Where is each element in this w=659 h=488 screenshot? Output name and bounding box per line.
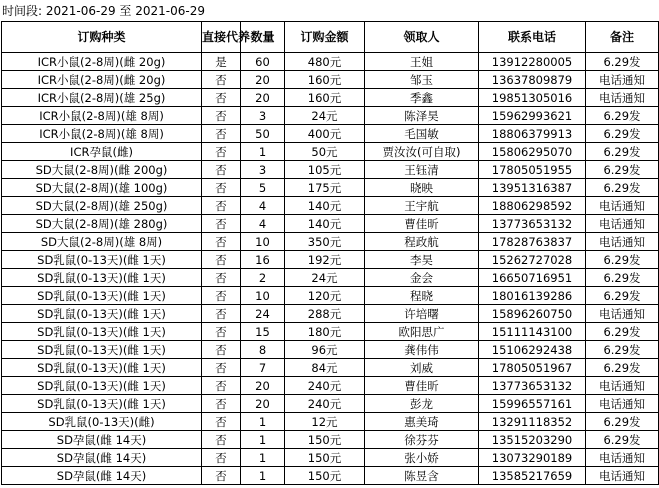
cell-item: SD孕鼠(雌 14天) <box>2 449 202 467</box>
cell-phone: 17805051955 <box>479 161 586 179</box>
cell-note: 电话通知 <box>586 215 659 233</box>
cell-quantity: 3 <box>241 107 285 125</box>
table-row <box>2 323 659 341</box>
cell-item: SD大鼠(2-8周)(雄 100g) <box>2 179 202 197</box>
cell-recipient: 王宇航 <box>365 197 479 215</box>
cell-phone: 13291118352 <box>479 413 586 431</box>
table-row <box>2 251 659 269</box>
cell-amount: 96元 <box>285 341 365 359</box>
cell-recipient: 许培曙 <box>365 305 479 323</box>
table-row <box>2 89 659 107</box>
cell-amount: 400元 <box>285 125 365 143</box>
cell-quantity: 10 <box>241 287 285 305</box>
cell-item: SD乳鼠(0-13天)(雌 1天) <box>2 395 202 413</box>
cell-amount: 84元 <box>285 359 365 377</box>
cell-amount: 140元 <box>285 197 365 215</box>
cell-item: SD乳鼠(0-13天)(雌 1天) <box>2 251 202 269</box>
column-header-amount: 订购金额 <box>285 22 365 53</box>
table-row <box>2 305 659 323</box>
cell-amount: 288元 <box>285 305 365 323</box>
cell-note: 电话通知 <box>586 449 659 467</box>
cell-recipient: 程晓 <box>365 287 479 305</box>
cell-recipient: 邹玉 <box>365 71 479 89</box>
cell-quantity: 1 <box>241 449 285 467</box>
cell-item: SD乳鼠(0-13天)(雌 1天) <box>2 359 202 377</box>
cell-direct: 否 <box>202 413 241 431</box>
cell-phone: 15962993621 <box>479 107 586 125</box>
cell-direct: 否 <box>202 251 241 269</box>
cell-recipient: 王钰清 <box>365 161 479 179</box>
cell-phone: 15111143100 <box>479 323 586 341</box>
cell-item: SD大鼠(2-8周)(雄 250g) <box>2 197 202 215</box>
cell-amount: 240元 <box>285 395 365 413</box>
cell-amount: 120元 <box>285 287 365 305</box>
cell-direct: 否 <box>202 215 241 233</box>
cell-direct: 是 <box>202 53 241 71</box>
cell-direct: 否 <box>202 269 241 287</box>
cell-amount: 150元 <box>285 467 365 485</box>
cell-direct: 否 <box>202 197 241 215</box>
table-row <box>2 395 659 413</box>
cell-note: 6.29发 <box>586 287 659 305</box>
cell-amount: 180元 <box>285 323 365 341</box>
cell-phone: 15106292438 <box>479 341 586 359</box>
cell-note: 电话通知 <box>586 467 659 485</box>
cell-note: 6.29发 <box>586 359 659 377</box>
cell-amount: 350元 <box>285 233 365 251</box>
table-row <box>2 143 659 161</box>
cell-item: SD大鼠(2-8周)(雄 8周) <box>2 233 202 251</box>
cell-amount: 240元 <box>285 377 365 395</box>
cell-phone: 15262727028 <box>479 251 586 269</box>
cell-note: 6.29发 <box>586 341 659 359</box>
column-header-direct: 直接代养 <box>202 22 241 53</box>
cell-recipient: 惠美琦 <box>365 413 479 431</box>
table-row <box>2 197 659 215</box>
cell-note: 电话通知 <box>586 89 659 107</box>
cell-direct: 否 <box>202 467 241 485</box>
column-header-note: 备注 <box>586 22 659 53</box>
cell-phone: 13637809879 <box>479 71 586 89</box>
date-range-label: 时间段: 2021-06-29 至 2021-06-29 <box>2 4 205 18</box>
cell-phone: 18806379913 <box>479 125 586 143</box>
cell-amount: 160元 <box>285 89 365 107</box>
cell-recipient: 金会 <box>365 269 479 287</box>
cell-note: 6.29发 <box>586 323 659 341</box>
cell-phone: 13951316387 <box>479 179 586 197</box>
cell-item: SD乳鼠(0-13天)(雌 1天) <box>2 269 202 287</box>
cell-direct: 否 <box>202 179 241 197</box>
cell-note: 6.29发 <box>586 431 659 449</box>
cell-note: 电话通知 <box>586 197 659 215</box>
cell-note: 6.29发 <box>586 161 659 179</box>
cell-direct: 否 <box>202 377 241 395</box>
cell-phone: 15806295070 <box>479 143 586 161</box>
cell-note: 电话通知 <box>586 377 659 395</box>
cell-note: 电话通知 <box>586 233 659 251</box>
cell-amount: 150元 <box>285 431 365 449</box>
cell-quantity: 20 <box>241 71 285 89</box>
cell-phone: 13912280005 <box>479 53 586 71</box>
table-row <box>2 215 659 233</box>
cell-quantity: 10 <box>241 233 285 251</box>
cell-phone: 15996557161 <box>479 395 586 413</box>
cell-amount: 105元 <box>285 161 365 179</box>
cell-direct: 否 <box>202 287 241 305</box>
cell-recipient: 晓映 <box>365 179 479 197</box>
cell-recipient: 李昊 <box>365 251 479 269</box>
cell-item: SD孕鼠(雌 14天) <box>2 431 202 449</box>
cell-quantity: 5 <box>241 179 285 197</box>
cell-phone: 13073290189 <box>479 449 586 467</box>
cell-phone: 18016139286 <box>479 287 586 305</box>
cell-quantity: 3 <box>241 161 285 179</box>
cell-note: 电话通知 <box>586 71 659 89</box>
cell-amount: 140元 <box>285 215 365 233</box>
column-header-recipient: 领取人 <box>365 22 479 53</box>
cell-phone: 13515203290 <box>479 431 586 449</box>
cell-item: SD乳鼠(0-13天)(雌 1天) <box>2 377 202 395</box>
cell-item: ICR小鼠(2-8周)(雌 20g) <box>2 71 202 89</box>
cell-phone: 13585217659 <box>479 467 586 485</box>
table-row <box>2 449 659 467</box>
cell-direct: 否 <box>202 449 241 467</box>
cell-item: SD孕鼠(雌 14天) <box>2 467 202 485</box>
table-row <box>2 341 659 359</box>
cell-amount: 24元 <box>285 269 365 287</box>
table-row <box>2 233 659 251</box>
cell-direct: 否 <box>202 323 241 341</box>
cell-phone: 17828763837 <box>479 233 586 251</box>
cell-item: ICR小鼠(2-8周)(雌 20g) <box>2 53 202 71</box>
cell-item: SD大鼠(2-8周)(雌 200g) <box>2 161 202 179</box>
table-row <box>2 125 659 143</box>
cell-quantity: 7 <box>241 359 285 377</box>
cell-item: SD乳鼠(0-13天)(雌 1天) <box>2 305 202 323</box>
table-row <box>2 53 659 71</box>
cell-note: 6.29发 <box>586 269 659 287</box>
table-row <box>2 71 659 89</box>
cell-phone: 18806298592 <box>479 197 586 215</box>
cell-direct: 否 <box>202 431 241 449</box>
cell-quantity: 50 <box>241 125 285 143</box>
cell-direct: 否 <box>202 125 241 143</box>
cell-quantity: 2 <box>241 269 285 287</box>
cell-recipient: 刘威 <box>365 359 479 377</box>
cell-recipient: 程政航 <box>365 233 479 251</box>
cell-recipient: 曹佳昕 <box>365 377 479 395</box>
cell-item: ICR小鼠(2-8周)(雄 25g) <box>2 89 202 107</box>
cell-recipient: 季鑫 <box>365 89 479 107</box>
cell-note: 6.29发 <box>586 143 659 161</box>
table-row <box>2 107 659 125</box>
cell-phone: 19851305016 <box>479 89 586 107</box>
cell-note: 6.29发 <box>586 179 659 197</box>
cell-quantity: 4 <box>241 197 285 215</box>
cell-phone: 13773653132 <box>479 215 586 233</box>
cell-recipient: 陈泽昊 <box>365 107 479 125</box>
cell-quantity: 20 <box>241 395 285 413</box>
cell-recipient: 贾汝汝(可自取) <box>365 143 479 161</box>
cell-recipient: 张小娇 <box>365 449 479 467</box>
cell-note: 电话通知 <box>586 395 659 413</box>
column-header-quantity: 数量 <box>241 22 285 53</box>
cell-phone: 17805051967 <box>479 359 586 377</box>
cell-amount: 480元 <box>285 53 365 71</box>
cell-direct: 否 <box>202 143 241 161</box>
cell-phone: 13773653132 <box>479 377 586 395</box>
table-row <box>2 179 659 197</box>
cell-recipient: 毛国敏 <box>365 125 479 143</box>
cell-direct: 否 <box>202 395 241 413</box>
cell-amount: 150元 <box>285 449 365 467</box>
cell-item: ICR小鼠(2-8周)(雄 8周) <box>2 125 202 143</box>
cell-quantity: 1 <box>241 467 285 485</box>
cell-phone: 16650716951 <box>479 269 586 287</box>
cell-direct: 否 <box>202 341 241 359</box>
table-row <box>2 269 659 287</box>
column-header-item: 订购种类 <box>2 22 202 53</box>
cell-quantity: 20 <box>241 377 285 395</box>
table-header-row <box>2 22 659 53</box>
cell-direct: 否 <box>202 305 241 323</box>
cell-quantity: 16 <box>241 251 285 269</box>
cell-recipient: 陈昱含 <box>365 467 479 485</box>
table-row <box>2 431 659 449</box>
cell-note: 6.29发 <box>586 125 659 143</box>
cell-amount: 175元 <box>285 179 365 197</box>
cell-item: SD乳鼠(0-13天)(雌 1天) <box>2 341 202 359</box>
table-row <box>2 467 659 485</box>
table-row <box>2 377 659 395</box>
cell-amount: 12元 <box>285 413 365 431</box>
table-row <box>2 359 659 377</box>
cell-direct: 否 <box>202 359 241 377</box>
table-row <box>2 413 659 431</box>
cell-note: 6.29发 <box>586 413 659 431</box>
cell-amount: 50元 <box>285 143 365 161</box>
cell-quantity: 1 <box>241 413 285 431</box>
cell-item: SD乳鼠(0-13天)(雌) <box>2 413 202 431</box>
cell-direct: 否 <box>202 233 241 251</box>
cell-item: SD大鼠(2-8周)(雄 280g) <box>2 215 202 233</box>
cell-amount: 160元 <box>285 71 365 89</box>
cell-direct: 否 <box>202 161 241 179</box>
cell-recipient: 欧阳思广 <box>365 323 479 341</box>
cell-note: 6.29发 <box>586 107 659 125</box>
cell-quantity: 1 <box>241 143 285 161</box>
cell-quantity: 4 <box>241 215 285 233</box>
cell-item: ICR孕鼠(雌) <box>2 143 202 161</box>
cell-quantity: 24 <box>241 305 285 323</box>
cell-item: SD乳鼠(0-13天)(雌 1天) <box>2 287 202 305</box>
cell-quantity: 15 <box>241 323 285 341</box>
table-row <box>2 287 659 305</box>
cell-phone: 15896260750 <box>479 305 586 323</box>
orders-table <box>1 21 659 485</box>
cell-note: 6.29发 <box>586 53 659 71</box>
cell-quantity: 60 <box>241 53 285 71</box>
column-header-phone: 联系电话 <box>479 22 586 53</box>
cell-amount: 24元 <box>285 107 365 125</box>
cell-item: ICR小鼠(2-8周)(雄 8周) <box>2 107 202 125</box>
cell-note: 6.29发 <box>586 251 659 269</box>
cell-item: SD乳鼠(0-13天)(雌 1天) <box>2 323 202 341</box>
cell-direct: 否 <box>202 107 241 125</box>
cell-quantity: 1 <box>241 431 285 449</box>
cell-amount: 192元 <box>285 251 365 269</box>
cell-recipient: 曹佳昕 <box>365 215 479 233</box>
cell-direct: 否 <box>202 71 241 89</box>
table-row <box>2 161 659 179</box>
cell-recipient: 彭龙 <box>365 395 479 413</box>
cell-recipient: 龚伟伟 <box>365 341 479 359</box>
cell-quantity: 20 <box>241 89 285 107</box>
cell-note: 电话通知 <box>586 305 659 323</box>
cell-direct: 否 <box>202 89 241 107</box>
cell-recipient: 徐芬芬 <box>365 431 479 449</box>
cell-quantity: 8 <box>241 341 285 359</box>
cell-recipient: 王姐 <box>365 53 479 71</box>
